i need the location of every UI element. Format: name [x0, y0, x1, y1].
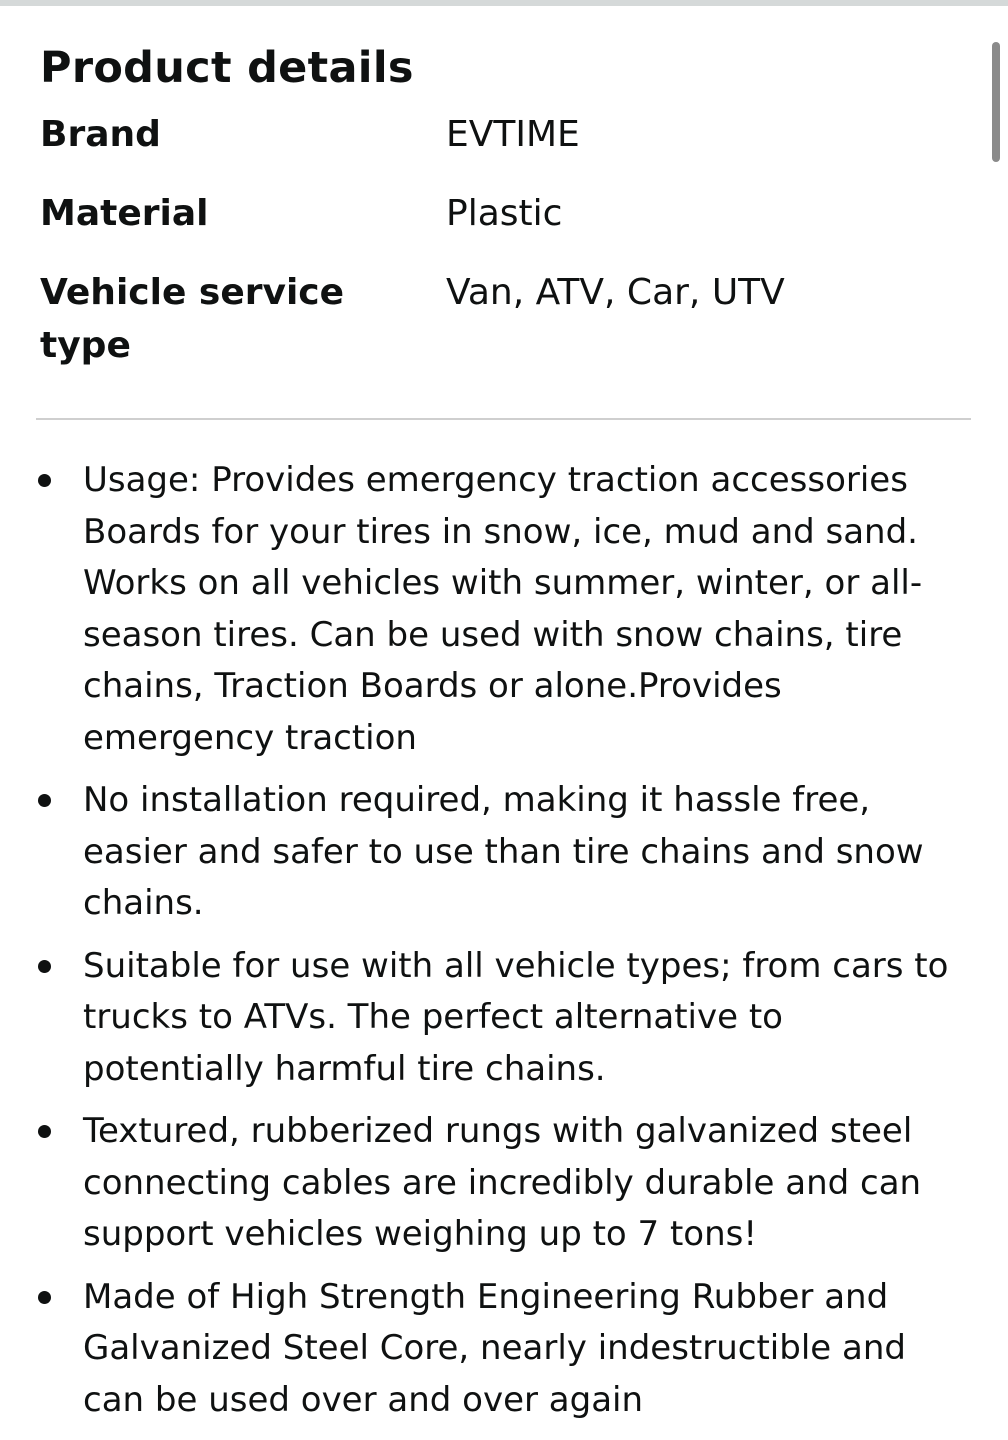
list-item — [38, 775, 973, 930]
list-item — [38, 1272, 973, 1427]
detail-value: EVTIME — [446, 114, 580, 155]
section-title: Product details — [40, 43, 414, 93]
bullet-text: Usage: Provides emergency traction accessories Boards for your tires in snow, ice, mud and sand. Works on all vehicles with summer, winter, or all-season tires. Can be used with snow chains, tire chains, Traction Boards or alone.Provides emergency traction — [83, 460, 923, 758]
feature-bullet-list — [38, 455, 973, 1437]
bullet-icon — [38, 794, 51, 807]
detail-label: Vehicle service type — [40, 272, 345, 366]
list-item — [38, 1106, 973, 1261]
bullet-text: Made of High Strength Engineering Rubber and Galvanized Steel Core, nearly indestructible and can be used over and over again — [83, 1276, 906, 1420]
bullet-icon — [38, 960, 51, 973]
detail-label: Brand — [40, 114, 161, 155]
bullet-icon — [38, 1125, 51, 1138]
list-item — [38, 941, 973, 1096]
product-details-section — [40, 38, 970, 398]
details-table — [40, 108, 970, 372]
detail-value: Plastic — [446, 193, 563, 234]
bullet-text: Suitable for use with all vehicle types; from cars to trucks to ATVs. The perfect alternative to potentially harmful tire chains. — [83, 945, 949, 1089]
section-divider — [36, 418, 971, 420]
detail-row-vehicle-service-type — [40, 266, 970, 372]
list-item — [38, 455, 973, 764]
detail-label: Material — [40, 193, 209, 234]
top-border — [0, 0, 1008, 6]
detail-row-brand — [40, 108, 970, 161]
scrollbar[interactable] — [992, 42, 1000, 162]
detail-value: Van, ATV, Car, UTV — [446, 272, 785, 313]
bullet-text: No installation required, making it hassle free, easier and safer to use than tire chains and snow chains. — [83, 780, 924, 923]
detail-row-material — [40, 187, 970, 240]
bullet-text: Textured, rubberized rungs with galvanized steel connecting cables are incredibly durable and can support vehicles weighing up to 7 tons! — [83, 1111, 922, 1254]
bullet-icon — [38, 1291, 51, 1304]
bullet-icon — [38, 474, 51, 487]
